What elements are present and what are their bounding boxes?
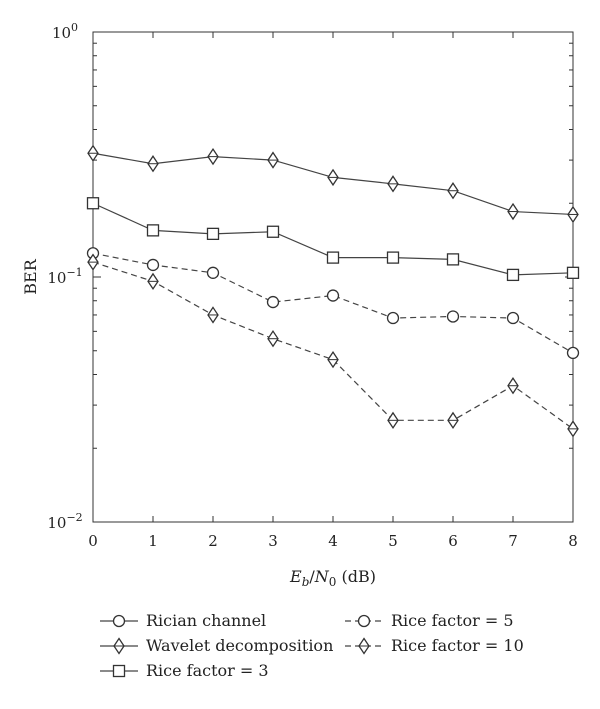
series-group — [88, 146, 579, 437]
data-point — [388, 176, 398, 191]
legend-label: Rice factor = 5 — [391, 611, 514, 630]
data-point — [208, 267, 219, 278]
data-point — [148, 259, 159, 270]
data-point — [268, 331, 278, 346]
series-line — [93, 253, 573, 353]
x-axis-label: $E_b/N_0$ (dB) — [290, 567, 376, 589]
legend-marker — [114, 666, 125, 677]
series-2 — [88, 198, 579, 281]
series-3 — [88, 248, 579, 359]
y-tick-label: $10^{-1}$ — [47, 266, 83, 287]
data-point — [448, 413, 458, 428]
plot-frame — [93, 32, 573, 522]
series-line — [93, 262, 573, 429]
data-point — [388, 313, 399, 324]
data-point — [208, 228, 219, 239]
legend-label: Rice factor = 3 — [146, 661, 269, 680]
x-tick-label: 4 — [328, 532, 338, 550]
series-line — [93, 203, 573, 275]
data-point — [328, 290, 339, 301]
x-tick-label: 3 — [268, 532, 278, 550]
data-point — [388, 252, 399, 263]
data-point — [268, 297, 279, 308]
data-point — [508, 313, 519, 324]
data-point — [148, 274, 158, 289]
data-point — [568, 421, 578, 436]
legend-marker — [114, 639, 124, 654]
y-tick-label: $10^0$ — [51, 21, 79, 42]
data-point — [268, 153, 278, 168]
data-point — [568, 207, 578, 222]
data-point — [448, 254, 459, 265]
x-tick-label: 6 — [448, 532, 458, 550]
y-tick-label: $10^{-2}$ — [47, 511, 83, 532]
data-point — [508, 269, 519, 280]
axis-ticks — [47, 21, 577, 550]
data-point — [328, 252, 339, 263]
legend-item — [100, 636, 333, 655]
data-point — [448, 183, 458, 198]
legend — [100, 611, 524, 680]
data-point — [208, 307, 218, 322]
legend-label: Rician channel — [146, 611, 267, 630]
data-point — [568, 347, 579, 358]
legend-label: Wavelet decomposition — [146, 636, 334, 655]
data-point — [568, 267, 579, 278]
data-point — [88, 146, 98, 161]
data-point — [328, 170, 338, 185]
data-point — [508, 204, 518, 219]
legend-item — [100, 661, 269, 680]
data-point — [508, 378, 518, 393]
data-point — [448, 311, 459, 322]
legend-label: Rice factor = 10 — [391, 636, 524, 655]
x-tick-label: 5 — [388, 532, 398, 550]
x-tick-label: 2 — [208, 532, 218, 550]
x-tick-label: 1 — [148, 532, 158, 550]
data-point — [268, 226, 279, 237]
data-point — [148, 225, 159, 236]
x-tick-label: 0 — [88, 532, 98, 550]
x-tick-label: 7 — [508, 532, 518, 550]
legend-marker — [359, 616, 370, 627]
legend-item — [100, 611, 266, 630]
data-point — [88, 198, 99, 209]
y-axis-label: BER — [21, 259, 40, 295]
legend-marker — [114, 616, 125, 627]
x-tick-label: 8 — [568, 532, 578, 550]
series-4 — [88, 255, 578, 437]
legend-item — [345, 611, 514, 630]
data-point — [388, 413, 398, 428]
data-point — [148, 156, 158, 171]
legend-marker — [359, 639, 369, 654]
series-1 — [88, 146, 578, 222]
data-point — [208, 149, 218, 164]
data-point — [328, 352, 338, 367]
legend-item — [345, 636, 524, 655]
